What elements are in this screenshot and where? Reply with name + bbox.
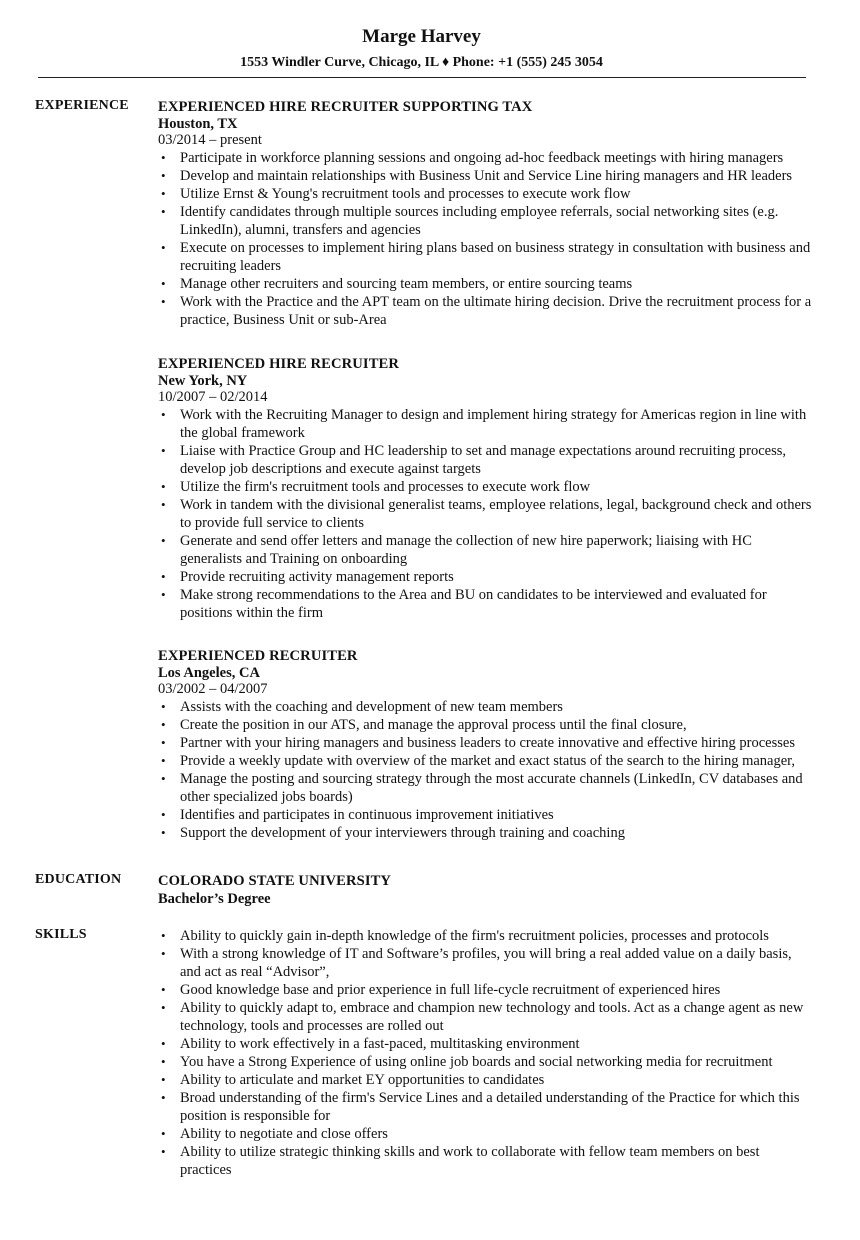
job-title: EXPERIENCED RECRUITER [158, 648, 358, 664]
list-item: • Utilize the firm's recruitment tools and processes to execute work flow [158, 478, 813, 496]
list-item: • Liaise with Practice Group and HC leadership to set and manage expectations around recruiting process, develop job descriptions and execute against targets [158, 442, 813, 478]
list-item: • Provide recruiting activity management reports [158, 568, 813, 586]
list-item: • Broad understanding of the firm's Service Lines and a detailed understanding of the Practice for which this position is responsible for [158, 1089, 813, 1125]
job-bullet-list [158, 406, 813, 622]
list-item: • Ability to negotiate and close offers [158, 1125, 813, 1143]
resume-header [38, 24, 805, 72]
job-location: New York, NY [158, 373, 248, 389]
list-item: • Assists with the coaching and development of new team members [158, 698, 813, 716]
job-entry [158, 647, 813, 842]
list-item: • Identify candidates through multiple sources including employee referrals, social networking sites (e.g. LinkedIn), alumni, transfers and agencies [158, 203, 813, 239]
list-item: • Ability to utilize strategic thinking skills and work to collaborate with fellow team members on best practices [158, 1143, 813, 1179]
list-item: • Ability to work effectively in a fast-paced, multitasking environment [158, 1035, 813, 1053]
list-item: • Ability to quickly adapt to, embrace and champion new technology and tools. Act as a change agent as new technology, tools and processes are rolled out [158, 999, 813, 1035]
education-entry [158, 872, 813, 908]
job-title: EXPERIENCED HIRE RECRUITER SUPPORTING TAX [158, 99, 533, 115]
list-item: • Work in tandem with the divisional generalist teams, employee relations, legal, background check and others to provide full service to clients [158, 496, 813, 532]
list-item: • Create the position in our ATS, and manage the approval process until the final closure, [158, 716, 813, 734]
list-item: • Manage other recruiters and sourcing team members, or entire sourcing teams [158, 275, 813, 293]
list-item: • Participate in workforce planning sessions and ongoing ad-hoc feedback meetings with hiring managers [158, 149, 813, 167]
contact-line: 1553 Windler Curve, Chicago, IL ♦ Phone: +1 (555) 245 3054 [240, 55, 603, 70]
list-item: • Support the development of your interviewers through training and coaching [158, 824, 813, 842]
job-bullet-list [158, 149, 813, 329]
list-item: • Develop and maintain relationships with Business Unit and Service Line hiring managers and HR leaders [158, 167, 813, 185]
list-item: • Good knowledge base and prior experience in full life-cycle recruitment of experienced hires [158, 981, 813, 999]
list-item: • Provide a weekly update with overview of the market and exact status of the search to the hiring manager, [158, 752, 813, 770]
list-item: • With a strong knowledge of IT and Software’s profiles, you will bring a real added value on a daily basis, and act as real “Advisor”, [158, 945, 813, 981]
job-title: EXPERIENCED HIRE RECRUITER [158, 356, 400, 372]
list-item: • Ability to quickly gain in-depth knowledge of the firm's recruitment policies, processes and protocols [158, 927, 813, 945]
school-name: COLORADO STATE UNIVERSITY [158, 873, 392, 889]
list-item: • You have a Strong Experience of using online job boards and social networking media for recruitment [158, 1053, 813, 1071]
list-item: • Partner with your hiring managers and business leaders to create innovative and effective hiring processes [158, 734, 813, 752]
experience-heading: EXPERIENCE [35, 98, 129, 113]
list-item: • Execute on processes to implement hiring plans based on business strategy in consultation with business and recruiting leaders [158, 239, 813, 275]
list-item: • Work with the Practice and the APT team on the ultimate hiring decision. Drive the recruitment process for a practice, Business Unit or sub-Area [158, 293, 813, 329]
list-item: • Ability to articulate and market EY opportunities to candidates [158, 1071, 813, 1089]
list-item: • Make strong recommendations to the Area and BU on candidates to be interviewed and evaluated for positions within the firm [158, 586, 813, 622]
education-heading: EDUCATION [35, 872, 122, 887]
list-item: • Utilize Ernst & Young's recruitment tools and processes to execute work flow [158, 185, 813, 203]
list-item: • Generate and send offer letters and manage the collection of new hire paperwork; liaising with HC generalists and Training on onboarding [158, 532, 813, 568]
job-location: Los Angeles, CA [158, 665, 260, 681]
list-item: • Work with the Recruiting Manager to design and implement hiring strategy for Americas region in line with the global framework [158, 406, 813, 442]
list-item: • Identifies and participates in continuous improvement initiatives [158, 806, 813, 824]
job-entry [158, 98, 813, 329]
skills-bullet-list [158, 927, 813, 1179]
skills-heading: SKILLS [35, 927, 87, 942]
degree: Bachelor’s Degree [158, 891, 271, 907]
job-entry [158, 355, 813, 622]
job-dates: 10/2007 – 02/2014 [158, 389, 268, 405]
job-bullet-list [158, 698, 813, 842]
job-location: Houston, TX [158, 116, 238, 132]
job-dates: 03/2002 – 04/2007 [158, 681, 268, 697]
job-dates: 03/2014 – present [158, 132, 262, 148]
skills-entry [158, 927, 813, 1179]
header-divider [38, 77, 806, 78]
candidate-name: Marge Harvey [362, 26, 481, 47]
list-item: • Manage the posting and sourcing strategy through the most accurate channels (LinkedIn, CV databases and other specialized jobs boards) [158, 770, 813, 806]
